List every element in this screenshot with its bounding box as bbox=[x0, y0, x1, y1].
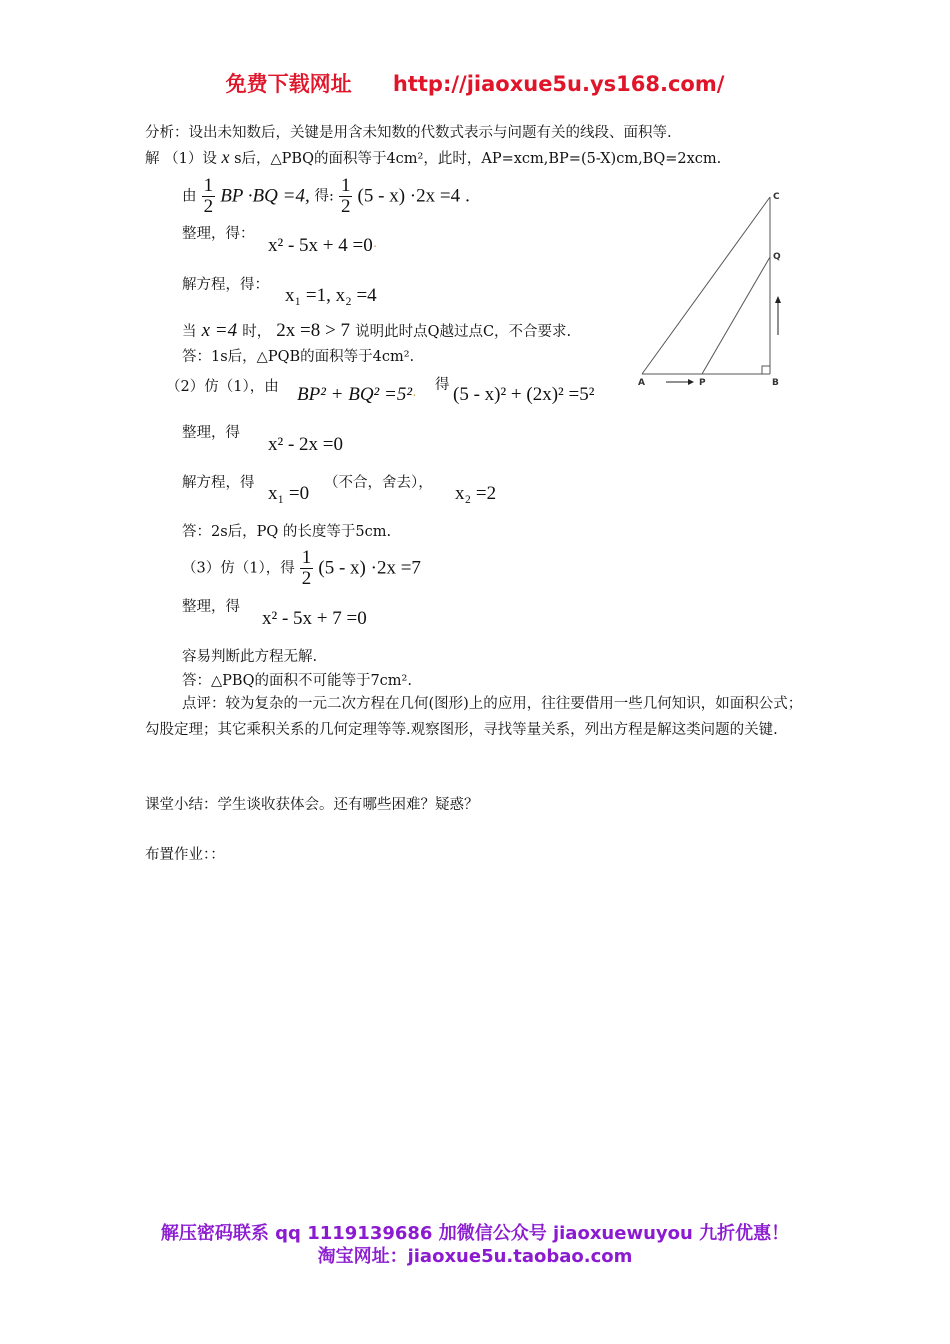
segment-pq bbox=[702, 257, 770, 374]
equation-4a: x =4 bbox=[201, 320, 238, 341]
label-a: A bbox=[638, 378, 645, 388]
dang-text: 当 bbox=[182, 324, 197, 340]
solution-rest: s后，△PBQ的面积等于4cm²，此时，AP=xcm,BP=(5-X)cm,BQ=2xcm. bbox=[234, 151, 722, 167]
part-3-line bbox=[182, 548, 421, 589]
answer-1: 答：1s后，△PQB的面积等于4cm². bbox=[182, 349, 415, 365]
equation-5a bbox=[297, 384, 417, 408]
homework-text: 布置作业：： bbox=[145, 847, 225, 863]
triangle-figure bbox=[630, 185, 790, 395]
right-angle-mark bbox=[762, 366, 770, 374]
period-1: . bbox=[465, 185, 470, 207]
equation-2-text: x² - 5x + 4 =0 bbox=[268, 235, 373, 256]
equation-5b: (5 - x)² + (2x)² =5² bbox=[453, 384, 595, 405]
solution-variable: x bbox=[221, 147, 230, 167]
comment-paragraph: 点评：较为复杂的一元二次方程在几何(图形)上的应用，往往要借用一些几何知识，如面积公式；勾股定理；其它乘积关系的几何定理等等.观察图形，寻找等量关系，列出方程是解这类问题的关键. bbox=[145, 696, 803, 738]
solution-line bbox=[145, 146, 721, 168]
de-2: 得 bbox=[435, 377, 450, 393]
jie-1: 解方程，得： bbox=[182, 277, 269, 293]
easy-text: 容易判断此方程无解. bbox=[182, 649, 318, 665]
jie-2: 解方程，得 bbox=[182, 475, 255, 491]
equation-3: x₁ =1, x₂ =4 bbox=[285, 285, 377, 306]
header-url[interactable]: http://jiaoxue5u.ys168.com/ bbox=[392, 72, 725, 96]
answer-3: 答：△PBQ的面积不可能等于7cm². bbox=[182, 673, 412, 689]
solution-head: 解 （1）设 bbox=[145, 151, 217, 167]
fraction-half-1: $\frac{1}{2}$ bbox=[203, 175, 214, 217]
label-c: C bbox=[773, 192, 780, 202]
answer-2: 答：2s后，PQ 的长度等于5cm. bbox=[182, 524, 392, 540]
condition-line bbox=[182, 320, 571, 342]
fraction-half-3: $\frac{1}{2}$ bbox=[301, 547, 312, 589]
fraction-half-2: $\frac{1}{2}$ bbox=[340, 175, 351, 217]
zhengli-2: 整理，得 bbox=[182, 425, 240, 441]
de-text: 得: bbox=[314, 188, 334, 205]
equation-6: x² - 2x =0 bbox=[268, 434, 343, 455]
buhe-text: （不合，舍去）， bbox=[324, 475, 433, 491]
you-text: 由 bbox=[182, 188, 197, 205]
equation-7a: x₁ =0 bbox=[268, 483, 310, 504]
dot-mark-icon: · bbox=[372, 240, 378, 255]
label-p: P bbox=[699, 378, 706, 388]
arrow-up-icon bbox=[775, 296, 781, 335]
equation-7b: x₂ =2 bbox=[455, 483, 497, 504]
label-b: B bbox=[772, 378, 779, 388]
equation-1b: (5 - x) ·2x =4 bbox=[357, 185, 461, 207]
arrow-right-icon bbox=[666, 379, 694, 385]
shi-text: 时， bbox=[242, 324, 272, 340]
equation-2 bbox=[268, 235, 377, 259]
equation-9: x² - 5x + 7 =0 bbox=[262, 608, 367, 629]
equation-1 bbox=[182, 176, 470, 217]
dot-mark-icon: · bbox=[412, 389, 417, 404]
segment-ac bbox=[642, 197, 770, 374]
zhengli-3: 整理，得 bbox=[182, 599, 240, 615]
equation-5a-text: BP² + BQ² =5² bbox=[297, 384, 413, 405]
analysis-text: 分析：设出未知数后，关键是用含未知数的代数式表示与问题有关的线段、面积等. bbox=[145, 125, 672, 141]
equation-4b: 2x =8 > 7 bbox=[276, 320, 350, 341]
label-q: Q bbox=[773, 252, 781, 262]
header-title: 免费下载网址 bbox=[225, 72, 352, 96]
equation-8: (5 - x) ·2x =7 bbox=[318, 557, 421, 579]
equation-1a: BP ·BQ =4, bbox=[220, 185, 315, 207]
part-2-line bbox=[166, 376, 279, 396]
footer-line-1: 解压密码联系 qq 1119139686 加微信公众号 jiaoxuewuyou 九折优惠！ bbox=[160, 1223, 790, 1244]
part-3-head: （3）仿（1），得 bbox=[182, 560, 295, 577]
part-2-head: （2）仿（1），由 bbox=[166, 379, 279, 395]
zhengli-1: 整理，得： bbox=[182, 226, 255, 242]
footer-line-2[interactable]: 淘宝网址：jiaoxue5u.taobao.com bbox=[317, 1246, 633, 1267]
summary-text: 课堂小结：学生谈收获体会。还有哪些困难？疑惑？ bbox=[145, 797, 479, 813]
page-header bbox=[0, 68, 950, 98]
shuoming-text: 说明此时点Q越过点C，不合要求. bbox=[355, 324, 572, 340]
